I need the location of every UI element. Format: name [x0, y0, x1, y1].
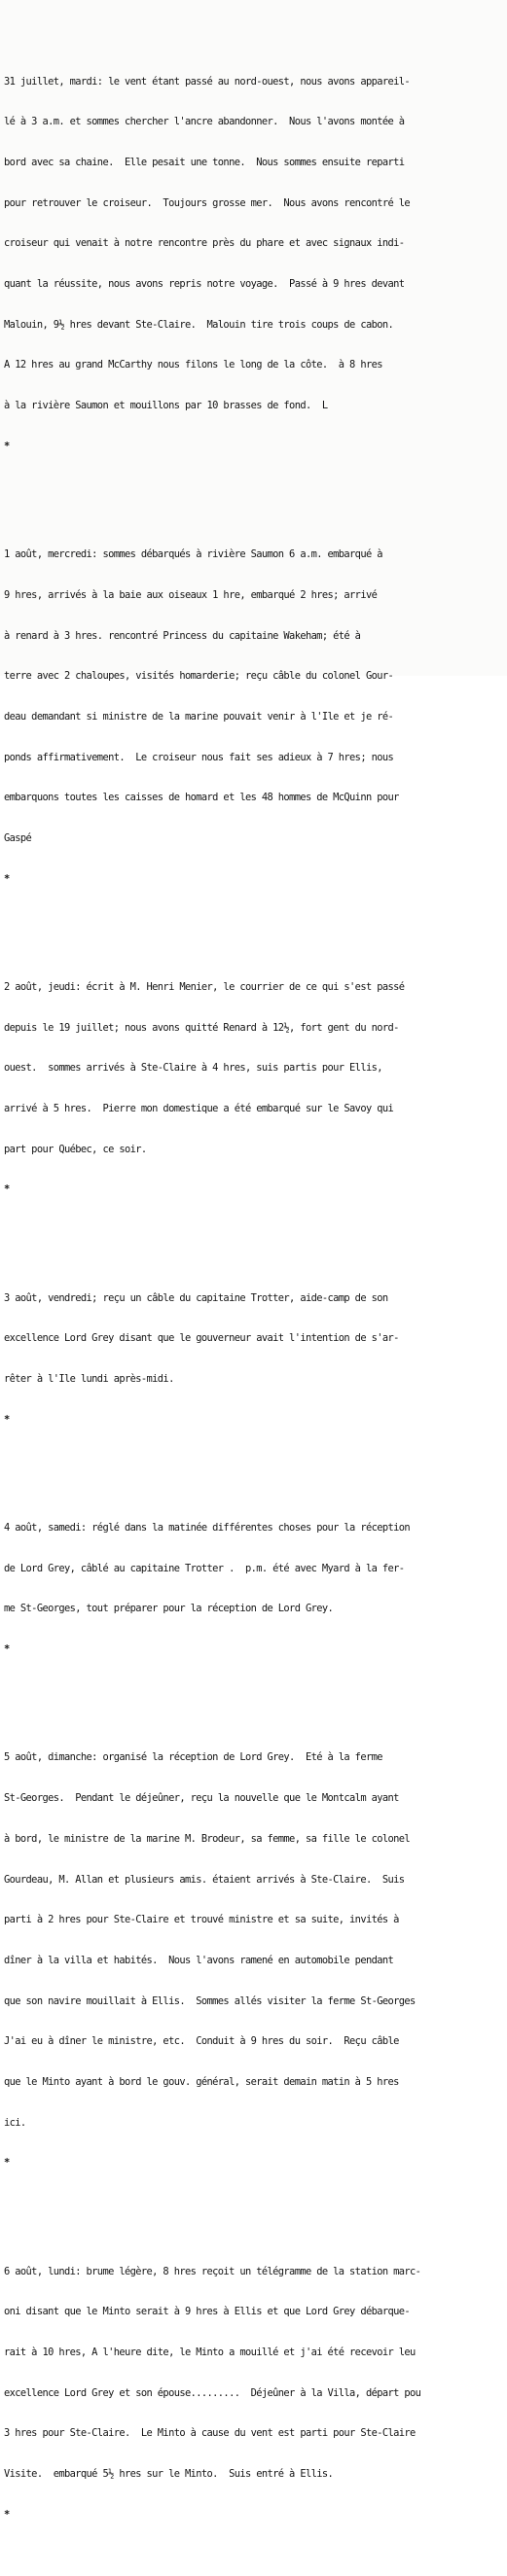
entry-line: oni disant que le Minto serait à 9 hres à Ellis et que Lord Grey débarque-	[4, 2306, 411, 2318]
entry-line: St-Georges. Pendant le déjeûner, reçu la nouvelle que le Montcalm ayant	[4, 1792, 399, 1805]
entry-separator-asterisk: *	[4, 2508, 11, 2521]
entry-line: parti à 2 hres pour Ste-Claire et trouvé ministre et sa suite, invités à	[4, 1914, 399, 1926]
entry-line: deau demandant si ministre de la marine pouvait venir à l'Ile et je ré-	[4, 710, 394, 723]
entry-line: J'ai eu à dîner le ministre, etc. Conduit à 9 hres du soir. Reçu câble	[4, 2035, 399, 2048]
journal-entry-3-aout	[4, 1265, 497, 1455]
entry-line: dîner à la villa et habités. Nous l'avons ramené en automobile pendant	[4, 1954, 394, 1966]
entry-line: 9 hres, arrivés à la baie aux oiseaux 1 hre, embarqué 2 hres; arrivé	[4, 588, 378, 601]
entry-separator-asterisk: *	[4, 872, 11, 885]
entry-line: pour retrouver le croiseur. Toujours grosse mer. Nous avons rencontré le	[4, 196, 411, 209]
entry-line: à bord, le ministre de la marine M. Brodeur, sa femme, sa fille le colonel	[4, 1832, 411, 1845]
entry-line: 5 août, dimanche: organisé la réception de Lord Grey. Eté à la ferme	[4, 1751, 382, 1764]
entry-line: Gourdeau, M. Allan et plusieurs amis. étaient arrivés à Ste-Claire. Suis	[4, 1873, 405, 1886]
entry-line: terre avec 2 chaloupes, visités homarderie; reçu câble du colonel Gour-	[4, 670, 394, 683]
entry-line: ici.	[4, 2116, 26, 2129]
entry-line: arrivé à 5 hres. Pierre mon domestique a été embarqué sur le Savoy qui	[4, 1103, 394, 1115]
entry-line: Malouin, 9½ hres devant Ste-Claire. Malouin tire trois coups de cabon.	[4, 318, 394, 331]
entry-line: quant la réussite, nous avons repris notre voyage. Passé à 9 hres devant	[4, 278, 405, 291]
entry-line: Visite. embarqué 5½ hres sur le Minto. Suis entré à Ellis.	[4, 2468, 334, 2481]
entry-line: part pour Québec, ce soir.	[4, 1143, 147, 1155]
entry-line: ponds affirmativement. Le croiseur nous fait ses adieux à 7 hres; nous	[4, 751, 394, 763]
entry-line: ouest. sommes arrivés à Ste-Claire à 4 hres, suis partis pour Ellis,	[4, 1062, 382, 1075]
entry-line: de Lord Grey, câblé au capitaine Trotter . p.m. été avec Myard à la fer-	[4, 1562, 405, 1574]
entry-line: 2 août, jeudi: écrit à M. Henri Menier, le courrier de ce qui s'est passé	[4, 980, 405, 993]
entry-line: 3 août, vendredi; reçu un câble du capitaine Trotter, aide-camp de son	[4, 1291, 388, 1304]
entry-line: à renard à 3 hres. rencontré Princess du capitaine Wakeham; été à	[4, 629, 361, 642]
entry-line: excellence Lord Grey et son épouse......... Déjeûner à la Villa, départ pou	[4, 2386, 421, 2399]
entry-separator-asterisk: *	[4, 1643, 11, 1656]
entry-line: 1 août, mercredi: sommes débarqués à rivière Saumon 6 a.m. embarqué à	[4, 548, 382, 561]
entry-line: 4 août, samedi: réglé dans la matinée différentes choses pour la réception	[4, 1522, 411, 1535]
entry-line: que le Minto ayant à bord le gouv. général, serait demain matin à 5 hres	[4, 2076, 399, 2089]
entry-line: que son navire mouillait à Ellis. Sommes allés visiter la ferme St-Georges	[4, 1994, 416, 2007]
entry-separator-asterisk: *	[4, 1183, 11, 1196]
entry-line: 31 juillet, mardi: le vent étant passé au nord-ouest, nous avons appareil-	[4, 75, 411, 88]
entry-line: à la rivière Saumon et mouillons par 10 brasses de fond. L	[4, 400, 328, 412]
journal-entry-31-juillet	[4, 49, 497, 481]
entry-line: lé à 3 a.m. et sommes chercher l'ancre abandonner. Nous l'avons montée à	[4, 116, 405, 128]
entry-separator-asterisk: *	[4, 440, 11, 452]
entry-line: A 12 hres au grand McCarthy nous filons le long de la côte. à 8 hres	[4, 359, 382, 371]
entry-line: 3 hres pour Ste-Claire. Le Minto à cause du vent est parti pour Ste-Claire	[4, 2427, 416, 2440]
journal-entry-2-aout	[4, 954, 497, 1224]
journal-entry-1-aout	[4, 521, 497, 913]
journal-entry-5-aout	[4, 1725, 497, 2199]
entry-line: 6 août, lundi: brume légère, 8 hres reçoit un télégramme de la station marc-	[4, 2265, 421, 2277]
entry-line: Gaspé	[4, 832, 32, 845]
entry-line: rêter à l'Ile lundi après-midi.	[4, 1373, 174, 1386]
entry-line: excellence Lord Grey disant que le gouverneur avait l'intention de s'ar-	[4, 1332, 399, 1345]
entry-separator-asterisk: *	[4, 1413, 11, 1426]
entry-line: embarquons toutes les caisses de homard et les 48 hommes de McQuinn pour	[4, 792, 399, 804]
journal-entry-4-aout	[4, 1495, 497, 1684]
entry-line: bord avec sa chaine. Elle pesait une tonne. Nous sommes ensuite reparti	[4, 156, 405, 168]
entry-line: rait à 10 hres, A l'heure dite, le Minto a mouillé et j'ai été recevoir leu	[4, 2347, 416, 2359]
entry-separator-asterisk: *	[4, 2157, 11, 2170]
entry-line: croiseur qui venait à notre rencontre près du phare et avec signaux indi-	[4, 237, 405, 250]
entry-line: depuis le 19 juillet; nous avons quitté Renard à 12½, fort gent du nord-	[4, 1021, 399, 1034]
entry-line: me St-Georges, tout préparer pour la réception de Lord Grey.	[4, 1603, 334, 1615]
journal-entry-6-aout	[4, 2239, 497, 2550]
